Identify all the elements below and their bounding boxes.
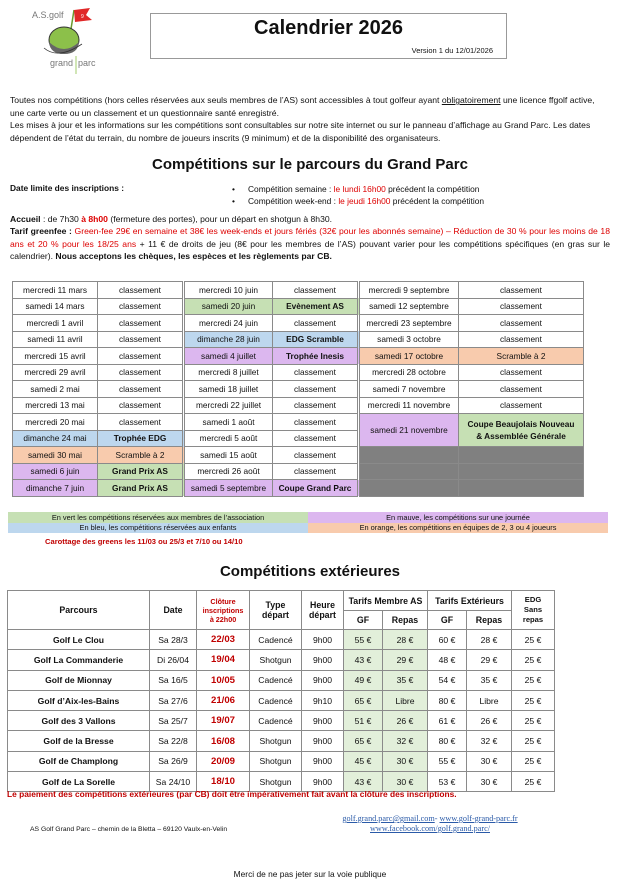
start-type: Shotgun	[250, 772, 302, 792]
calendar-event: classement	[98, 414, 184, 431]
calendar-date: dimanche 28 juin	[184, 331, 273, 348]
deadline-highlight: le lundi 16h00	[333, 184, 386, 194]
calendar-date: mercredi 5 août	[184, 430, 273, 447]
intro-p1-before: Toutes nos compétitions (hors celles réservées aux seuls membres de l’AS) sont accessibles à tout golfeur ayant	[10, 95, 442, 105]
table-row	[8, 751, 555, 771]
calendar-date: samedi 5 septembre	[184, 480, 273, 497]
external-meal-price: 28 €	[467, 630, 512, 650]
calendar-date: mercredi 23 septembre	[359, 315, 459, 332]
tarif-bold: Nous acceptons les chèques, les espèces et les règlements par CB.	[55, 250, 332, 261]
golf-ball-flag-icon	[28, 4, 108, 76]
external-meal-price: 30 €	[467, 751, 512, 771]
start-type: Shotgun	[250, 650, 302, 670]
member-gf-price: 45 €	[344, 751, 383, 771]
calendar-event: classement	[459, 298, 584, 315]
competition-date: Di 26/04	[150, 650, 197, 670]
start-time: 9h00	[302, 711, 344, 731]
calendar-date: mercredi 11 mars	[13, 282, 98, 299]
member-gf-price: 65 €	[344, 690, 383, 710]
calendar-date: samedi 14 mars	[13, 298, 98, 315]
calendar-event: Trophée Inesis	[273, 348, 359, 365]
version-label: Version 1 du 12/01/2026	[411, 46, 493, 55]
calendar-event: classement	[98, 282, 184, 299]
deadline-prefix: Compétition week-end :	[248, 196, 339, 206]
intro-text	[10, 94, 610, 144]
calendar-event: classement	[273, 414, 359, 431]
deadline-list	[232, 183, 484, 207]
link-separator: -	[434, 814, 440, 823]
calendar-date: mercredi 22 juillet	[184, 397, 273, 414]
calendar-event: classement	[459, 331, 584, 348]
accueil-highlight: à 8h00	[81, 214, 108, 224]
table-row	[8, 690, 555, 710]
external-gf-price: 60 €	[428, 630, 467, 650]
deadline-suffix: précédent la compétition	[390, 196, 485, 206]
col-ext-repas: Repas	[467, 611, 512, 630]
external-gf-price: 55 €	[428, 751, 467, 771]
facebook-link[interactable]: www.facebook.com/golf.grand.parc/	[370, 824, 490, 833]
col-date: Date	[150, 591, 197, 630]
empty-cell	[359, 447, 459, 464]
calendar-row	[13, 364, 584, 381]
external-competitions-table	[7, 590, 555, 792]
empty-cell	[459, 447, 584, 464]
empty-cell	[459, 480, 584, 497]
external-gf-price: 80 €	[428, 690, 467, 710]
member-meal-price: 28 €	[383, 630, 428, 650]
legend-orange: En orange, les compétitions en équipes de 2, 3 ou 4 joueurs	[308, 523, 608, 534]
calendar-row	[13, 298, 584, 315]
competition-date: Sa 24/10	[150, 772, 197, 792]
table-row	[8, 711, 555, 731]
calendar-date: samedi 21 novembre	[359, 414, 459, 447]
calendar-event: classement	[98, 331, 184, 348]
external-gf-price: 80 €	[428, 731, 467, 751]
course-name: Golf de La Sorelle	[8, 772, 150, 792]
registration-close: 10/05	[197, 670, 250, 690]
competition-date: Sa 26/9	[150, 751, 197, 771]
calendar-date: samedi 12 septembre	[359, 298, 459, 315]
member-meal-price: Libre	[383, 690, 428, 710]
start-time: 9h00	[302, 670, 344, 690]
edg-price: 25 €	[512, 751, 555, 771]
external-gf-price: 53 €	[428, 772, 467, 792]
calendar-row	[13, 331, 584, 348]
email-link[interactable]: golf.grand.parc@gmail.com	[342, 814, 435, 823]
start-time: 9h00	[302, 731, 344, 751]
table-row	[8, 670, 555, 690]
edg-price: 25 €	[512, 711, 555, 731]
calendar-date: mercredi 1 avril	[13, 315, 98, 332]
start-type: Shotgun	[250, 731, 302, 751]
calendar-event: Grand Prix AS	[98, 480, 184, 497]
calendar-date: mercredi 10 juin	[184, 282, 273, 299]
legend-mauve: En mauve, les compétitions sur une journée	[308, 512, 608, 523]
calendar-date: samedi 3 octobre	[359, 331, 459, 348]
legend-blue: En bleu, les compétitions réservées aux enfants	[8, 523, 308, 534]
start-type: Cadencé	[250, 690, 302, 710]
calendar-date: mercredi 15 avril	[13, 348, 98, 365]
intro-p2: Les mises à jour et les informations sur les compétitions sont consultables sur notre site internet ou sur le panneau d’affichage au Grand Parc. Les dates dépendent de l’état du terrain, du nombre de joueurs inscrits (9 minimum) et de la disponibilité des organisateurs.	[10, 120, 591, 143]
empty-cell	[459, 463, 584, 480]
member-meal-price: 32 €	[383, 731, 428, 751]
edg-price: 25 €	[512, 670, 555, 690]
external-heading: Compétitions extérieures	[219, 563, 401, 580]
col-heure: Heure départ	[302, 591, 344, 630]
competition-date: Sa 16/5	[150, 670, 197, 690]
col-edg: EDG Sans repas	[512, 591, 555, 630]
edg-price: 25 €	[512, 690, 555, 710]
registration-close: 19/04	[197, 650, 250, 670]
col-parcours: Parcours	[8, 591, 150, 630]
registration-close: 16/08	[197, 731, 250, 751]
registration-close: 22/03	[197, 630, 250, 650]
col-tarifs-exterieurs: Tarifs Extérieurs	[428, 591, 512, 611]
calendar-event: classement	[273, 315, 359, 332]
col-membre-gf: GF	[344, 611, 383, 630]
empty-cell	[359, 480, 459, 497]
calendar-date: samedi 18 juillet	[184, 381, 273, 398]
calendar-event: Evènement AS	[273, 298, 359, 315]
calendar-event: classement	[459, 364, 584, 381]
calendar-event: classement	[273, 397, 359, 414]
external-gf-price: 54 €	[428, 670, 467, 690]
calendar-event: classement	[98, 315, 184, 332]
intro-p1-underlined: obligatoirement	[441, 95, 501, 105]
tarif-black: + 11 € de droits de jeu (8€ pour les membres de l’AS) pouvant varier pour les compétitions spécifiques (en gras sur le calendrier).	[10, 238, 611, 261]
edg-price: 25 €	[512, 731, 555, 751]
calendar-date: samedi 1 août	[184, 414, 273, 431]
calendar-date: samedi 4 juillet	[184, 348, 273, 365]
calendar-event: classement	[273, 364, 359, 381]
course-name: Golf des 3 Vallons	[8, 711, 150, 731]
edg-price: 25 €	[512, 650, 555, 670]
calendar-event: Scramble à 2	[98, 447, 184, 464]
calendar-row	[13, 315, 584, 332]
calendar-row	[13, 282, 584, 299]
course-name: Golf de Mionnay	[8, 670, 150, 690]
calendar-event: classement	[459, 397, 584, 414]
member-gf-price: 43 €	[344, 650, 383, 670]
member-meal-price: 35 €	[383, 670, 428, 690]
deadline-label: Date limite des inscriptions :	[10, 183, 125, 193]
registration-close: 19/07	[197, 711, 250, 731]
grand-parc-heading: Compétitions sur le parcours du Grand Parc	[152, 156, 468, 173]
external-meal-price: 35 €	[467, 670, 512, 690]
calendar-event: classement	[273, 463, 359, 480]
deadline-week	[232, 183, 484, 195]
calendar-date: samedi 6 juin	[13, 463, 98, 480]
calendar-event: classement	[98, 348, 184, 365]
calendar-date: samedi 2 mai	[13, 381, 98, 398]
calendar-row	[13, 463, 584, 480]
calendar-event: classement	[459, 282, 584, 299]
title-box	[150, 13, 507, 59]
external-meal-price: 30 €	[467, 772, 512, 792]
course-name: Golf d’Aix-les-Bains	[8, 690, 150, 710]
calendar-date: samedi 20 juin	[184, 298, 273, 315]
col-type: Type départ	[250, 591, 302, 630]
start-time: 9h00	[302, 772, 344, 792]
member-gf-price: 43 €	[344, 772, 383, 792]
contact-links	[290, 814, 570, 834]
calendar-event: classement	[273, 381, 359, 398]
calendar-event: classement	[98, 298, 184, 315]
calendar-event: EDG Scramble	[273, 331, 359, 348]
accueil-text2: (fermeture des portes), pour un départ en shotgun à 8h30.	[107, 214, 333, 224]
deadline-highlight: le jeudi 16h00	[338, 196, 391, 206]
calendar-date: samedi 30 mai	[13, 447, 98, 464]
calendar-row	[13, 480, 584, 497]
accueil-label: Accueil	[10, 214, 41, 224]
deadline-suffix: précédent la compétition	[385, 184, 480, 194]
tarif-red: Green-fee 29€ en semaine et 38€ les week-ends et jours fériés (32€ pour les abonnés semaine) – Réduction de 30 % pour les moins de 18 ans et 20 % pour les 18/25 ans	[10, 226, 610, 249]
calendar-event: Coupe Beaujolais Nouveau & Assemblée Générale	[459, 414, 584, 447]
calendar-row	[13, 348, 584, 365]
calendar-date: mercredi 20 mai	[13, 414, 98, 431]
col-ext-gf: GF	[428, 611, 467, 630]
table-row	[8, 731, 555, 751]
registration-close: 18/10	[197, 772, 250, 792]
competition-date: Sa 25/7	[150, 711, 197, 731]
footer-notice: Merci de ne pas jeter sur la voie publique	[233, 869, 387, 879]
member-gf-price: 55 €	[344, 630, 383, 650]
start-time: 9h00	[302, 630, 344, 650]
website-link[interactable]: www.golf-grand-parc.fr	[439, 814, 518, 823]
intro-p1-after: une licence ffgolf active, une carte verte ou un classement et un questionnaire santé enregistré.	[10, 95, 595, 118]
calendar-date: samedi 7 novembre	[359, 381, 459, 398]
member-gf-price: 49 €	[344, 670, 383, 690]
logo-bottom-left: grand	[50, 58, 74, 68]
external-meal-price: Libre	[467, 690, 512, 710]
start-type: Shotgun	[250, 751, 302, 771]
calendar-event: classement	[98, 397, 184, 414]
calendar-date: samedi 15 août	[184, 447, 273, 464]
tarif-label: Tarif greenfee :	[10, 226, 72, 237]
competition-date: Sa 22/8	[150, 731, 197, 751]
info-block	[10, 213, 610, 262]
calendar-date: mercredi 9 septembre	[359, 282, 459, 299]
course-name: Golf de la Bresse	[8, 731, 150, 751]
edg-price: 25 €	[512, 772, 555, 792]
calendar-event: classement	[273, 430, 359, 447]
external-gf-price: 48 €	[428, 650, 467, 670]
calendar-date: dimanche 7 juin	[13, 480, 98, 497]
calendar-date: samedi 17 octobre	[359, 348, 459, 365]
calendar-date: mercredi 13 mai	[13, 397, 98, 414]
course-name: Golf La Commanderie	[8, 650, 150, 670]
calendar-date: dimanche 24 mai	[13, 430, 98, 447]
external-gf-price: 61 €	[428, 711, 467, 731]
logo-top-text: A.S.golf	[32, 10, 64, 20]
calendar-row	[13, 397, 584, 414]
external-meal-price: 29 €	[467, 650, 512, 670]
calendar-event: classement	[459, 315, 584, 332]
deadline-prefix: Compétition semaine :	[248, 184, 334, 194]
external-meal-price: 26 €	[467, 711, 512, 731]
member-meal-price: 26 €	[383, 711, 428, 731]
calendar-date: mercredi 29 avril	[13, 364, 98, 381]
payment-note: Le paiement des compétitions extérieures (par CB) doit être impérativement fait avant la clôture des inscriptions.	[7, 789, 457, 799]
legend-green: En vert les compétitions réservées aux membres de l’association	[8, 512, 308, 523]
member-meal-price: 29 €	[383, 650, 428, 670]
club-logo	[28, 4, 108, 76]
registration-close: 21/06	[197, 690, 250, 710]
calendar-date: mercredi 28 octobre	[359, 364, 459, 381]
calendar-event: Grand Prix AS	[98, 463, 184, 480]
calendar-date: mercredi 26 août	[184, 463, 273, 480]
empty-cell	[359, 463, 459, 480]
deadline-weekend	[232, 195, 484, 207]
calendar-event: classement	[273, 447, 359, 464]
logo-bottom-right: parc	[78, 58, 96, 68]
course-name: Golf Le Clou	[8, 630, 150, 650]
calendar-event: Coupe Grand Parc	[273, 480, 359, 497]
member-meal-price: 30 €	[383, 772, 428, 792]
calendar-date: mercredi 8 juillet	[184, 364, 273, 381]
calendar-event: classement	[273, 282, 359, 299]
col-tarifs-membre: Tarifs Membre AS	[344, 591, 428, 611]
calendar-date: mercredi 24 juin	[184, 315, 273, 332]
start-time: 9h10	[302, 690, 344, 710]
table-row	[8, 650, 555, 670]
page-title: Calendrier 2026	[254, 17, 403, 39]
competition-date: Sa 27/6	[150, 690, 197, 710]
calendar-row	[13, 414, 584, 431]
start-type: Cadencé	[250, 670, 302, 690]
calendar-event: Scramble à 2	[459, 348, 584, 365]
calendar-event: classement	[459, 381, 584, 398]
calendar-table	[12, 281, 584, 497]
external-meal-price: 32 €	[467, 731, 512, 751]
start-time: 9h00	[302, 650, 344, 670]
member-meal-price: 30 €	[383, 751, 428, 771]
logo-flag-number: 9	[81, 14, 84, 20]
course-name: Golf de Champlong	[8, 751, 150, 771]
accueil-text1: : de 7h30	[40, 214, 82, 224]
start-time: 9h00	[302, 751, 344, 771]
start-type: Cadencé	[250, 630, 302, 650]
col-cloture: Clôture inscriptions à 22h00	[197, 591, 250, 630]
member-gf-price: 65 €	[344, 731, 383, 751]
edg-price: 25 €	[512, 630, 555, 650]
calendar-date: mercredi 11 novembre	[359, 397, 459, 414]
calendar-date: samedi 11 avril	[13, 331, 98, 348]
calendar-row	[13, 381, 584, 398]
competition-date: Sa 28/3	[150, 630, 197, 650]
club-address: AS Golf Grand Parc – chemin de la Bletta – 69120 Vaulx-en-Velin	[30, 826, 228, 833]
calendar-event: Trophée EDG	[98, 430, 184, 447]
calendar-event: classement	[98, 381, 184, 398]
calendar-row	[13, 447, 584, 464]
member-gf-price: 51 €	[344, 711, 383, 731]
registration-close: 20/09	[197, 751, 250, 771]
col-membre-repas: Repas	[383, 611, 428, 630]
start-type: Cadencé	[250, 711, 302, 731]
calendar-event: classement	[98, 364, 184, 381]
table-row	[8, 630, 555, 650]
carottage-note: Carottage des greens les 11/03 ou 25/3 et 7/10 ou 14/10	[45, 537, 243, 546]
color-legend	[8, 512, 608, 533]
